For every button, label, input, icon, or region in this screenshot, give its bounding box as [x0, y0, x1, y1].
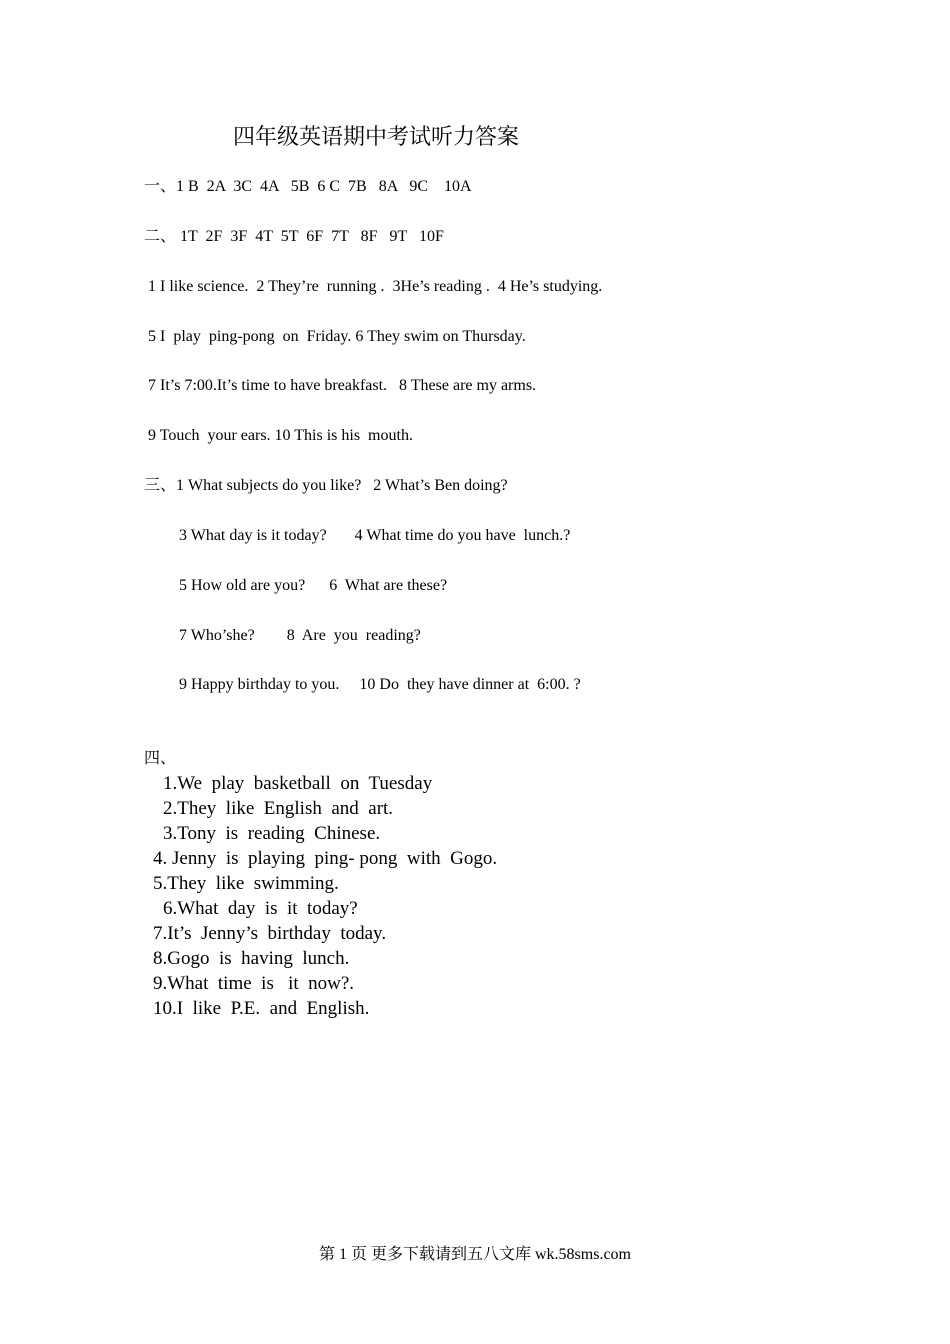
- section3-line-4: 7 Who’she? 8 Are you reading?: [179, 627, 421, 644]
- section4-item: 8.Gogo is having lunch.: [153, 948, 350, 969]
- section4-item: 6.What day is it today?: [163, 898, 358, 919]
- section4-item: 9.What time is it now?.: [153, 973, 355, 994]
- section2-line-4: 9 Touch your ears. 10 This is his mouth.: [144, 427, 413, 444]
- section3-line-2: 3 What day is it today? 4 What time do you have lunch.?: [179, 527, 571, 544]
- section4-item: 2.They like English and art.: [163, 798, 394, 819]
- section4-item: 3.Tony is reading Chinese.: [163, 823, 381, 844]
- section3-line-5: 9 Happy birthday to you. 10 Do they have dinner at 6:00. ?: [179, 676, 581, 693]
- section2-line-1: 1 I like science. 2 They’re running . 3He’s reading . 4 He’s studying.: [144, 278, 603, 295]
- section4-heading: 四、: [144, 750, 177, 767]
- section4-item: 4. Jenny is playing ping- pong with Gogo.: [153, 848, 498, 869]
- page-title: 四年级英语期中考试听力答案: [233, 124, 520, 149]
- section2-line-3: 7 It’s 7:00.It’s time to have breakfast. 8 These are my arms.: [144, 377, 537, 394]
- section4-item: 10.I like P.E. and English.: [153, 998, 370, 1019]
- section2-answers: 二、 1T 2F 3F 4T 5T 6F 7T 8F 9T 10F: [144, 228, 444, 245]
- section2-line-2: 5 I play ping-pong on Friday. 6 They swim on Thursday.: [144, 328, 526, 345]
- section1-answers: 一、1 B 2A 3C 4A 5B 6 C 7B 8A 9C 10A: [144, 178, 472, 195]
- page-footer: 第 1 页 更多下载请到五八文库 wk.58sms.com: [318, 1246, 631, 1263]
- section4-item: 5.They like swimming.: [153, 873, 339, 894]
- section4-item: 7.It’s Jenny’s birthday today.: [153, 923, 387, 944]
- section3-line-1: 三、1 What subjects do you like? 2 What’s Ben doing?: [144, 477, 508, 494]
- section4-item: 1.We play basketball on Tuesday: [163, 773, 433, 794]
- section3-line-3: 5 How old are you? 6 What are these?: [179, 577, 448, 594]
